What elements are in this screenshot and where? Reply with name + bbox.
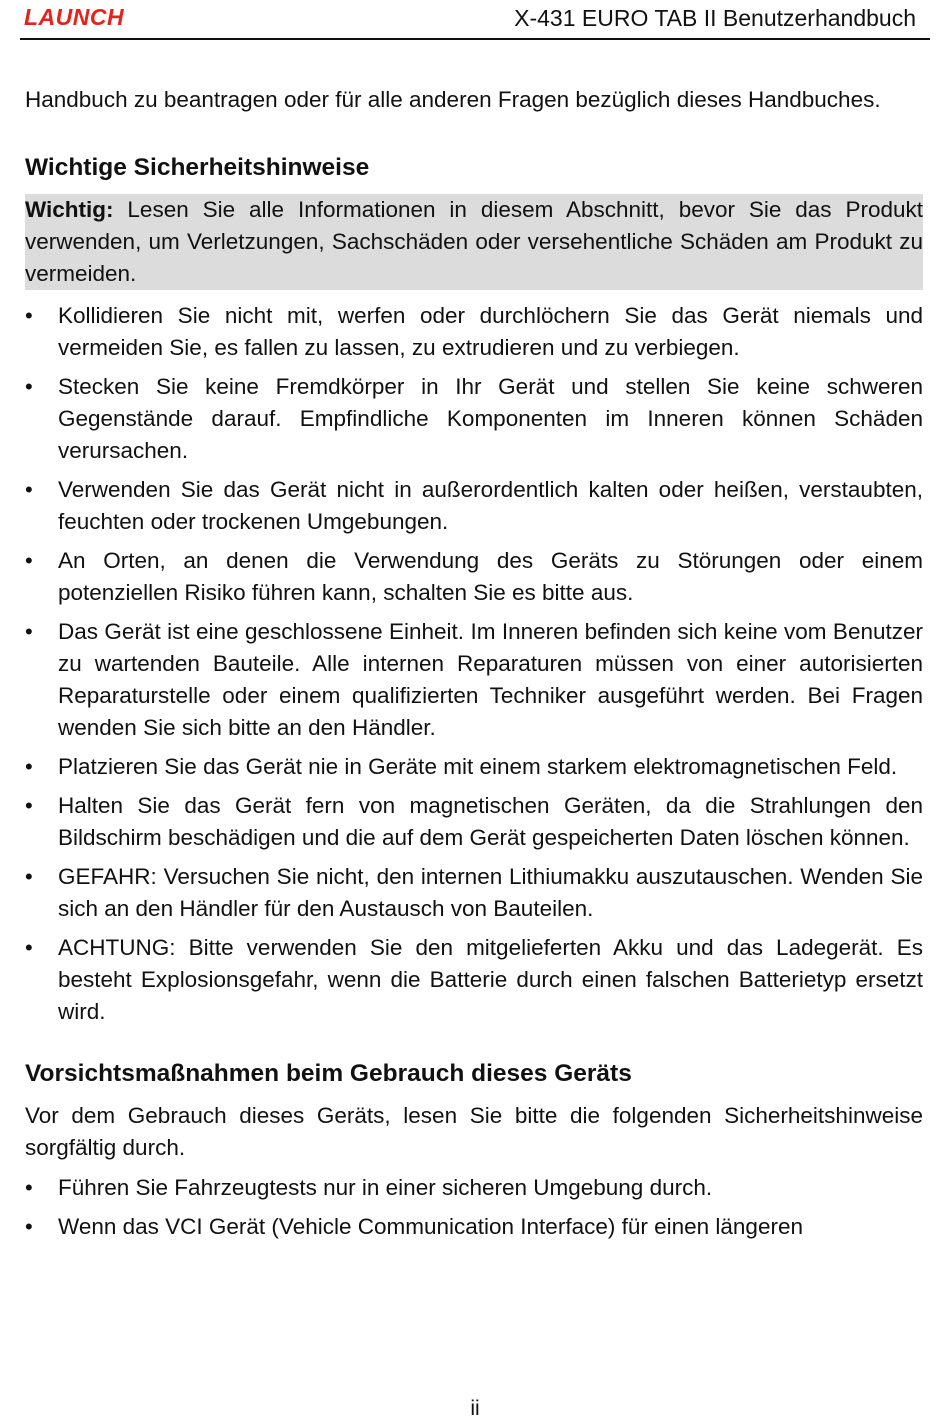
list-item: • Halten Sie das Gerät fern von magnetischen Geräten, da die Strahlungen den Bildschirm beschädigen und die auf dem Gerät gespeicherten Daten löschen können. (25, 790, 923, 854)
list-item: • An Orten, an denen die Verwendung des Geräts zu Störungen oder einem potenziellen Risiko führen kann, schalten Sie es bitte aus. (25, 545, 923, 609)
document-title: X-431 EURO TAB II Benutzerhandbuch (514, 5, 916, 31)
precautions-list (25, 1172, 923, 1243)
important-notice (25, 194, 923, 290)
list-item: • GEFAHR: Versuchen Sie nicht, den internen Lithiumakku auszutauschen. Wenden Sie sich an den Händler für den Austausch von Bauteilen. (25, 861, 923, 925)
safety-list (25, 300, 923, 1028)
page-header (20, 0, 930, 40)
list-item: • Platzieren Sie das Gerät nie in Geräte mit einem starkem elektromagnetischen Feld. (25, 751, 923, 783)
list-item: • ACHTUNG: Bitte verwenden Sie den mitgelieferten Akku und das Ladegerät. Es besteht Explosionsgefahr, wenn die Batterie durch einen falschen Batterietyp ersetzt wird. (25, 932, 923, 1028)
launch-logo: LAUNCH (24, 4, 125, 30)
intro-paragraph: Handbuch zu beantragen oder für alle anderen Fragen bezüglich dieses Handbuches. (25, 87, 881, 112)
list-item: • Stecken Sie keine Fremdkörper in Ihr Gerät und stellen Sie keine schweren Gegenstände darauf. Empfindliche Komponenten im Inneren können Schäden verursachen. (25, 371, 923, 467)
list-item: • Das Gerät ist eine geschlossene Einheit. Im Inneren befinden sich keine vom Benutzer zu wartenden Bauteile. Alle internen Reparaturen müssen von einer autorisierten Reparaturstelle oder einem qualifizierten Techniker ausgeführt werden. Bei Fragen wenden Sie sich bitte an den Händler. (25, 616, 923, 744)
list-item: • Führen Sie Fahrzeugtests nur in einer sicheren Umgebung durch. (25, 1172, 923, 1204)
precautions-heading: Vorsichtsmaßnahmen beim Gebrauch dieses Geräts (25, 1060, 632, 1087)
page-content (25, 84, 923, 1250)
list-item: • Wenn das VCI Gerät (Vehicle Communication Interface) für einen längeren (25, 1211, 923, 1243)
safety-heading: Wichtige Sicherheitshinweise (25, 154, 370, 181)
list-item: • Kollidieren Sie nicht mit, werfen oder durchlöchern Sie das Gerät niemals und vermeiden Sie, es fallen zu lassen, zu extrudieren und zu verbiegen. (25, 300, 923, 364)
list-item: • Verwenden Sie das Gerät nicht in außerordentlich kalten oder heißen, verstaubten, feuchten oder trockenen Umgebungen. (25, 474, 923, 538)
precautions-intro: Vor dem Gebrauch dieses Geräts, lesen Sie bitte die folgenden Sicherheitshinweise sorgfältig durch. (25, 1103, 923, 1160)
precautions-section (25, 1058, 923, 1243)
notice-label: Wichtig: (25, 197, 114, 222)
page-number: ii (470, 1397, 480, 1420)
notice-text: Lesen Sie alle Informationen in diesem Abschnitt, bevor Sie das Produkt verwenden, um Verletzungen, Sachschäden oder versehentliche Schäden am Produkt zu vermeiden. (25, 197, 923, 286)
